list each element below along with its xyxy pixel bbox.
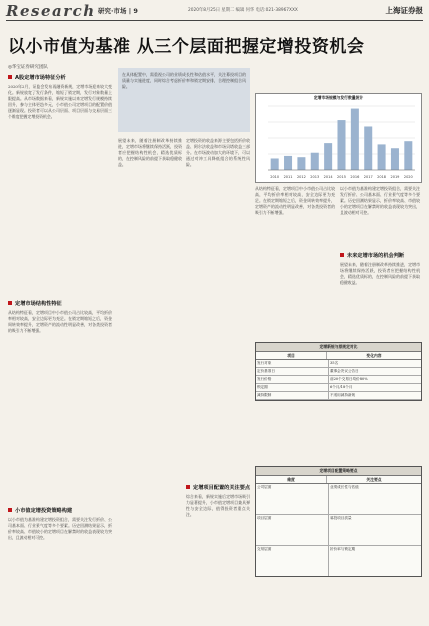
table-2-col-2: 关注要点 [366,477,382,482]
summary-box [118,68,250,132]
summary-text: 在具体配置中，需重视公司的业绩成长性和估值水平，关注募投项目的质量与实施进度，同时综合考虑折价率和锁定期安排，合理控制组合风险。 [122,72,246,89]
table-cell: 项目层面 [256,515,329,545]
subhead-1: A股定增市场特征分析 [8,74,66,81]
table-cell: 发行价格 [256,376,329,383]
table-2 [255,466,422,577]
table-cell: 定价基准日 [256,368,329,375]
section-label: 研究·市场 | 9 [98,7,138,15]
chart-svg [256,102,421,182]
table-cell: 公司层面 [256,484,329,514]
bar [311,153,319,170]
bar-chart [255,93,422,183]
bar [364,126,372,170]
x-tick-label: 2017 [363,175,373,179]
body-text-3: 以小市值为基准构建定增投资组合，需要关注发行折价、公司基本面、行业景气度等多个要素。历史回测结果显示，折价率较高、市值较小的定增项目在解禁时的收益表现较为突出，且波动相对可控。 [8,517,112,540]
chart-title: 定增市场规模与发行数量统计 [313,95,364,100]
table-1-header [256,352,421,360]
table-cell: 折价率与锁定期 [330,547,356,551]
table-cell: 业绩成长性与估值 [330,485,359,489]
x-tick-label: 2018 [377,175,387,179]
table-2-caption: 定增项目配置策略要点 [256,467,421,476]
bar [271,158,279,170]
subhead-3: 小市值定增投资策略构建 [8,507,72,514]
table-cell: 前20个交易日均价80% [330,377,368,381]
table-row [256,515,421,546]
table-row [256,546,421,576]
table-cell: 不适用减持新规 [330,393,356,397]
table-row [256,376,421,384]
x-tick-label: 2011 [283,175,293,179]
dateline: 2020年8月25日 星期二 编辑 何华 电话:021-38967XXX [188,8,298,13]
body-text-6: 综合来看，新规实施后定增市场吸引力显著提升，小市值定增项目兼具弹性与安全边际，值得投资者重点关注。 [186,494,250,517]
subhead-4: 定增项目配置的关注要点 [186,484,250,491]
bar [378,144,386,170]
bar [337,120,345,170]
table-2-header [256,476,421,484]
table-1 [255,342,422,401]
body-text-1: 2020年2月，证监会发布再融资新规，定增市场迎来较大变化。新规放宽了发行条件，缩短了锁定期，发行对象数量上限提高。从市场数据来看，新规实施以来定增发行规模持续回升，参与主体更趋多元，小市值公司定增项目的配置价值逐渐显现。投资者可以从公司层面、项目层面与交易层面三个维度把握定增投资机会。 [8,84,112,119]
brand-name: Research [6,2,96,20]
table-row [256,484,421,515]
body-text-7: 从结构特征看，定增项目中小市值公司占比较高，平均折价率相对较高，安全边际更为充足。在锁定期缩短之后，资金周转效率提升，定增资产的流动性明显改善，对各类投资者的吸引力不断增强。 [255,186,335,215]
bar [297,157,305,170]
subhead-2: 定增市场结构性特征 [8,300,62,307]
table-cell: 募投项目质量 [330,516,352,520]
x-tick-label: 2010 [270,175,280,179]
table-cell: 6个月/18个月 [330,385,353,389]
table-cell: 董事会决议公告日 [330,369,359,373]
body-text-8: 以小市值为基准构建定增投资组合，需要关注发行折价、公司基本面、行业景气度等多个要素。历史回测结果显示，折价率较高、市值较小的定增项目在解禁时的收益表现较为突出，且波动相对可控。 [340,186,420,215]
masthead [0,0,429,22]
x-tick-label: 2014 [323,175,333,179]
x-tick-label: 2013 [310,175,320,179]
bar [351,109,359,170]
table-row [256,360,421,368]
body-text-5: 定增投资的收益来源主要包括折价收益、阿尔法收益和市场贝塔收益三部分。在市场波动加大的环境下，可以通过对冲工具降低组合的系统性风险。 [186,138,250,167]
table-1-col-2: 变化内容 [366,353,382,358]
headline: 以小市值为基准 从三个层面把握定增投资机会 [8,37,365,57]
bar [404,141,412,170]
table-cell: 发行对象 [256,360,329,367]
byline: ◎华宝证券研究团队 [8,65,48,70]
bar [391,148,399,170]
table-cell: 锁定期 [256,384,329,391]
body-text-2: 从结构特征看，定增项目中小市值公司占比较高，平均折价率相对较高，安全边际更为充足。在锁定期缩短之后，资金周转效率提升，定增资产的流动性明显改善，对各类投资者的吸引力不断增强。 [8,310,112,333]
subhead-5: 未来定增市场的机会判断 [340,252,404,259]
body-text-9: 展望未来，随着注册制改革持续推进，定增市场将继续保持活跃，投资者应把握结构性机会，精选优质标的，在控制风险的前提下获取稳健收益。 [340,262,420,285]
x-tick-label: 2015 [337,175,346,179]
x-tick-label: 2019 [390,175,400,179]
table-row [256,392,421,400]
table-row [256,368,421,376]
newspaper-name: 上海证券报 [385,6,423,15]
table-cell: 减持限制 [256,392,329,399]
table-1-col-1: 项目 [256,352,327,359]
table-1-caption: 定增新规与原规定对比 [256,343,421,352]
x-tick-label: 2012 [296,175,306,179]
table-2-col-1: 维度 [256,476,327,483]
bar [324,143,332,170]
masthead-rule [6,20,423,21]
bar [284,156,292,170]
x-tick-label: 2020 [403,175,413,179]
table-cell: 35名 [330,361,339,365]
body-text-4: 展望未来，随着注册制改革持续推进，定增市场将继续保持活跃，投资者应把握结构性机会，精选优质标的，在控制风险的前提下获取稳健收益。 [118,138,182,167]
x-tick-label: 2016 [350,175,360,179]
table-row [256,384,421,392]
table-cell: 交易层面 [256,546,329,576]
